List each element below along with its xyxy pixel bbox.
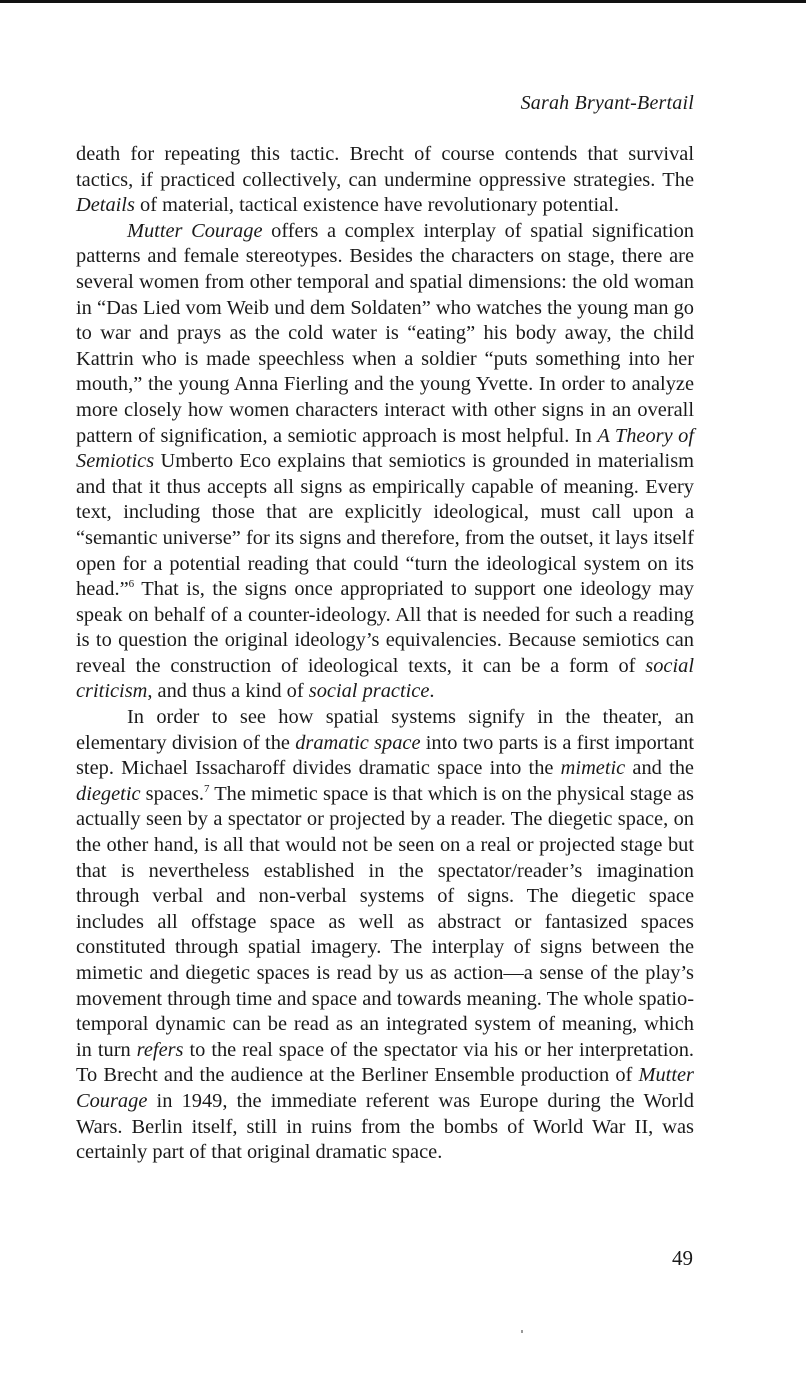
paragraph-1: death for repeating this tactic. Brecht of course contends that survival tactics, if practiced collectively, can undermine oppressive strategies. The Details of material, tactical existence have revolutionary potential.: [76, 143, 694, 217]
footnote-ref-6: 6: [128, 578, 135, 591]
running-head-author: Sarah Bryant-Bertail: [520, 92, 694, 114]
body-text: [76, 142, 694, 1166]
scan-speck: [521, 1330, 523, 1333]
paragraph-3: In order to see how spatial systems signify in the theater, an elementary division of the dramatic space into two parts is a first important step. Michael Issacharoff divides dramatic space into the mimetic and the diegetic spaces.$^7$ The mimetic space is that which is on the physical stage as actually seen by a spectator or projected by a reader. The diegetic space, on the other hand, is all that would not be seen on a real or projected stage but that is nevertheless established in the spectator/reader’s imagination through verbal and non-verbal systems of signs. The diegetic space includes all offstage space as well as abstract or fantasized spaces constituted through spatial imagery. The interplay of signs between the mimetic and diegetic spaces is read by us as action—a sense of the play’s movement through time and space and towards meaning. The whole spatio-temporal dynamic can be read as an integrated system of meaning, which in turn refers to the real space of the spectator via his or her interpretation. To Brecht and the audience at the Berliner Ensemble production of Mutter Courage in 1949, the immediate referent was Europe during the World Wars. Berlin itself, still in ruins from the bombs of World War II, was certainly part of that original dramatic space.: [76, 706, 695, 1164]
paragraph-2: Mutter Courage offers a complex interplay of spatial signification patterns and female stereotypes. Besides the characters on stage, there are several women from other temporal and spatial dimensions: the old woman in “Das Lied vom Weib und dem Soldaten” who watches the young man go to war and prays as the cold water is “eating” his body away, the child Kattrin who is made speechless when a soldier “puts something into her mouth,” the young Anna Fierling and the young Yvette. In order to analyze more closely how women characters interact with other signs in an overall pattern of signification, a semiotic approach is most helpful. In A Theory of Semiotics Umberto Eco explains that semiotics is grounded in materialism and that it thus accepts all signs as empirically capable of meaning. Every text, including those that are explicitly ideological, must call upon a “semantic universe” for its signs and therefore, from the outset, it lays itself open for a potential reading that could “turn the ideological system on its head.”$^6$ That is, the signs once appropriated to support one ideology may speak on behalf of a counter-ideology. All that is needed for such a reading is to question the original ideology’s equivalencies. Because semiotics can reveal the construction of ideological texts, it can be a form of social criticism, and thus a kind of social practice.: [76, 219, 694, 703]
footnote-ref-7: 7: [203, 783, 210, 796]
page-number: 49: [672, 1246, 693, 1270]
top-border-rule: [0, 0, 806, 3]
